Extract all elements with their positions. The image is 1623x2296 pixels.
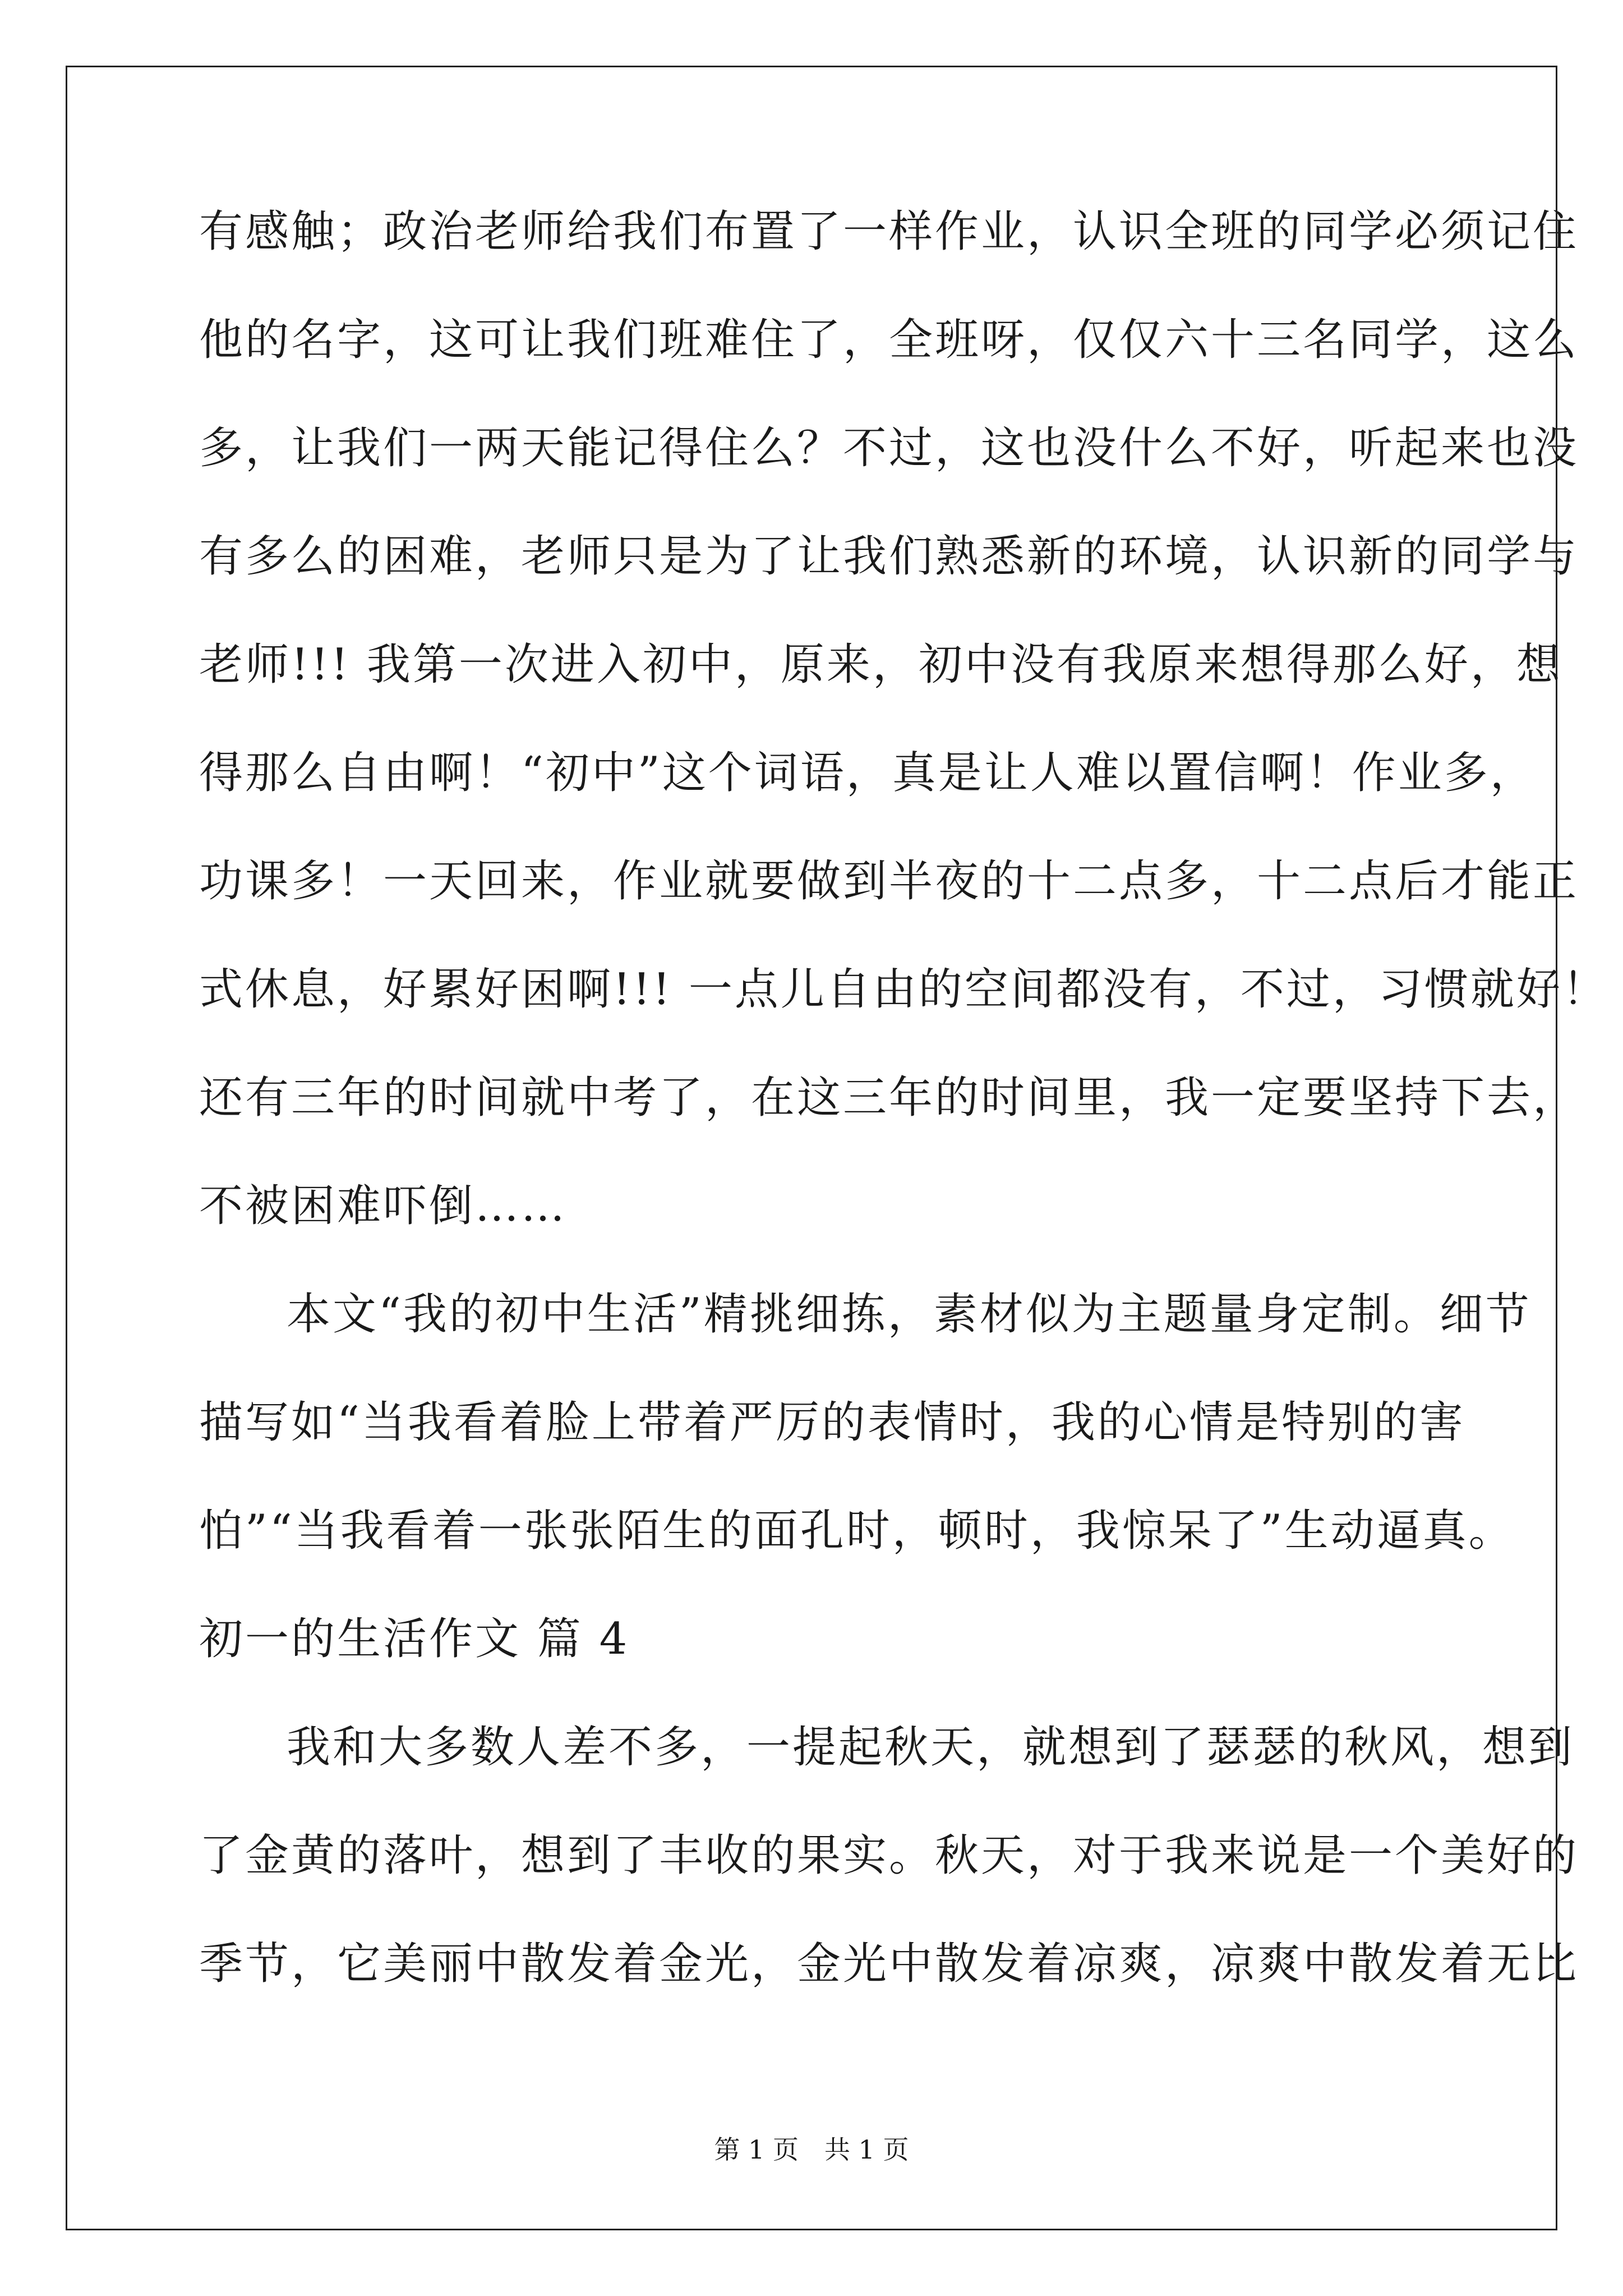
text-line: 式休息，好累好困啊!!! 一点儿自由的空间都没有，不过，习惯就好！ xyxy=(199,964,1608,1015)
text-line: 不被困难吓倒…… xyxy=(199,1181,568,1231)
text-line: 还有三年的时间就中考了，在这三年的时间里，我一定要坚持下去， xyxy=(199,1073,1579,1123)
text-line: 怕”“当我看着一张张陌生的面孔时，顿时，我惊呆了”生动逼真。 xyxy=(199,1506,1515,1556)
page-footer: 第 1 页 共 1 页 xyxy=(714,2134,909,2165)
text-line: 功课多！一天回来，作业就要做到半夜的十二点多，十二点后才能正 xyxy=(199,856,1579,907)
text-line: 多，让我们一两天能记得住么？不过，这也没什么不好，听起来也没 xyxy=(199,423,1579,473)
text-line: 了金黄的落叶，想到了丰收的果实。秋天，对于我来说是一个美好的 xyxy=(199,1830,1579,1881)
text-line: 季节，它美丽中散发着金光，金光中散发着凉爽，凉爽中散发着无比 xyxy=(199,1939,1579,1989)
text-line: 得那么自由啊！“初中”这个词语，真是让人难以置信啊！作业多， xyxy=(199,748,1536,798)
text-line: 描写如“当我看着脸上带着严厉的表情时，我的心情是特别的害 xyxy=(199,1397,1465,1448)
text-line: 我和大多数人差不多，一提起秋天，就想到了瑟瑟的秋风，想到 xyxy=(287,1722,1575,1773)
text-line: 他的名字，这可让我们班难住了，全班呀，仅仅六十三名同学，这么 xyxy=(199,315,1579,365)
text-line: 本文“我的初中生活”精挑细拣，素材似为主题量身定制。细节 xyxy=(287,1289,1532,1340)
text-line: 老师!!! 我第一次进入初中，原来，初中没有我原来想得那么好，想 xyxy=(199,639,1562,690)
document-body xyxy=(199,205,1608,2045)
text-line: 有感触；政治老师给我们布置了一样作业，认识全班的同学必须记住 xyxy=(199,206,1579,257)
text-line: 有多么的困难，老师只是为了让我们熟悉新的环境，认识新的同学与 xyxy=(199,531,1579,582)
section-heading: 初一的生活作文 篇 4 xyxy=(199,1614,630,1664)
